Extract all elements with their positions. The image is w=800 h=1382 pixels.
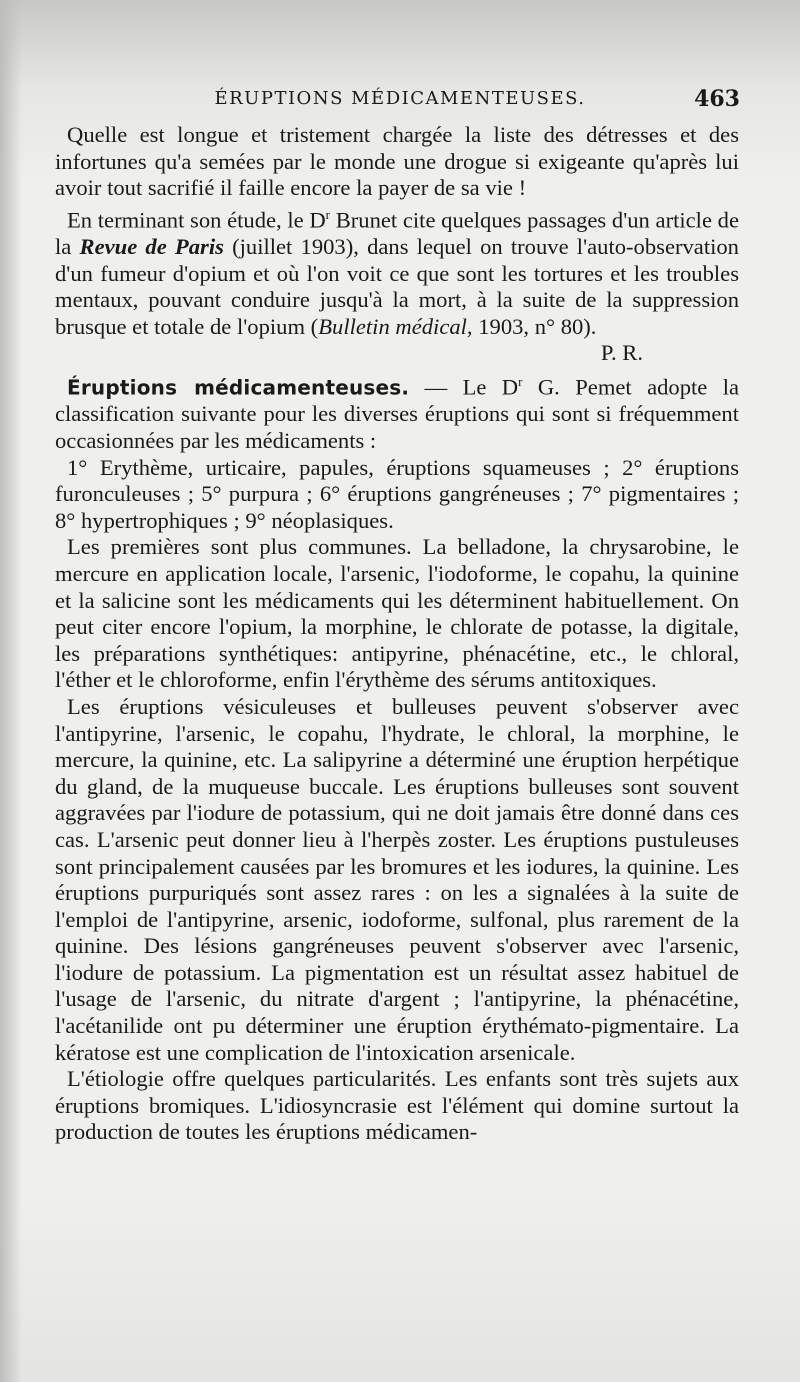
- text-run: 1903, n° 80).: [472, 313, 597, 339]
- paragraph-brunet-study: [55, 202, 739, 366]
- page-number: 463: [694, 86, 740, 112]
- journal-title: Bulletin médical,: [318, 313, 473, 339]
- paragraph-opium-conclusion: Quelle est longue et tristement chargée la liste des détresses et des infortunes qu'a semées par le monde une drogue si exigeante qu'après lui avoir tout sacrifié il faille encore la payer de sa vie !: [55, 122, 739, 201]
- paragraph-classification: 1° Erythème, urticaire, papules, éruptions squameuses ; 2° éruptions furonculeuses ; 5° purpura ; 6° éruptions gangréneuses ; 7° pigmentaires ; 8° hypertrophiques ; 9° néoplasiques.: [55, 454, 739, 533]
- paragraph-vesicular-eruptions: Les éruptions vésiculeuses et bulleuses peuvent s'observer avec l'antipyrine, l'arsenic, le copahu, l'hydrate, le chloral, la morphine, le mercure, la quinine, etc. La salipyrine a déterminé une éruption herpétique du gland, de la muqueuse buccale. Les éruptions bulleuses sont souvent aggravées par l'iodure de potassium, qui ne doit jamais être donné dans ces cas. L'arsenic peut donner lieu à l'herpès zoster. Les éruptions pustuleuses sont principalement causées par les bromures et les iodures, la quinine. Les éruptions purpuriqués sont assez rares : on les a signalées à la suite de l'emploi de l'antipyrine, arsenic, iodoforme, sulfonal, plus rarement de la quinine. Des lésions gangréneuses peuvent s'observer avec l'arsenic, l'iodure de potassium. La pigmentation est un résultat assez habituel de l'usage de l'arsenic, du nitrate d'argent ; l'antipyrine, la phénacétine, l'acétanilide ont pu déterminer une éruption érythémato-pigmentaire. La kératose est une complication de l'intoxication arsenicale.: [55, 693, 739, 1065]
- text-run: (juillet 1903), dans lequel on trouve l'auto-observation d'un fumeur d'opium et où l'on voit ce que sont les tortures et les troubles mentaux, pouvant conduire jusqu'à la mort, à la suite de la suppression brusque et totale de l'opium (: [55, 233, 739, 339]
- text-run: G. Pemet adopte la classification suivante pour les diverses éruptions qui sont si fréquemment occasionnées par les médicaments :: [55, 374, 740, 453]
- journal-title: Revue de Paris: [79, 233, 224, 259]
- text-run: En terminant son étude, le D: [67, 207, 326, 233]
- paragraph-section-intro: [55, 369, 739, 454]
- signature: P. R.: [600, 340, 643, 366]
- page-gutter-shadow: [0, 0, 22, 1382]
- paragraph-common-eruptions: Les premières sont plus communes. La belladone, la chrysarobine, le mercure en application locale, l'arsenic, l'iodoforme, le copahu, la quinine et la salicine sont les médicaments qui les déterminent habituellement. On peut citer encore l'opium, la morphine, le chlorate de potasse, la digitale, les préparations synthétiques: antipyrine, phénacétine, etc., le chloral, l'éther et le chloroforme, enfin l'érythème des sérums antitoxiques.: [55, 534, 739, 693]
- text-run: Brunet cite quelques passages d'un article de la: [55, 207, 739, 259]
- running-head: ÉRUPTIONS MÉDICAMENTEUSES.: [214, 88, 586, 109]
- superscript: r: [518, 374, 523, 390]
- text-run: — Le D: [409, 374, 519, 400]
- superscript: r: [325, 206, 331, 222]
- page-header: [60, 86, 740, 116]
- body-text: [55, 122, 739, 1146]
- section-title: Éruptions médicamenteuses.: [67, 375, 410, 400]
- paragraph-etiology: L'étiologie offre quelques particularités. Les enfants sont très sujets aux éruptions bromiques. L'idiosyncrasie est l'élément qui domine surtout la production de toutes les éruptions médicamen-: [55, 1066, 739, 1145]
